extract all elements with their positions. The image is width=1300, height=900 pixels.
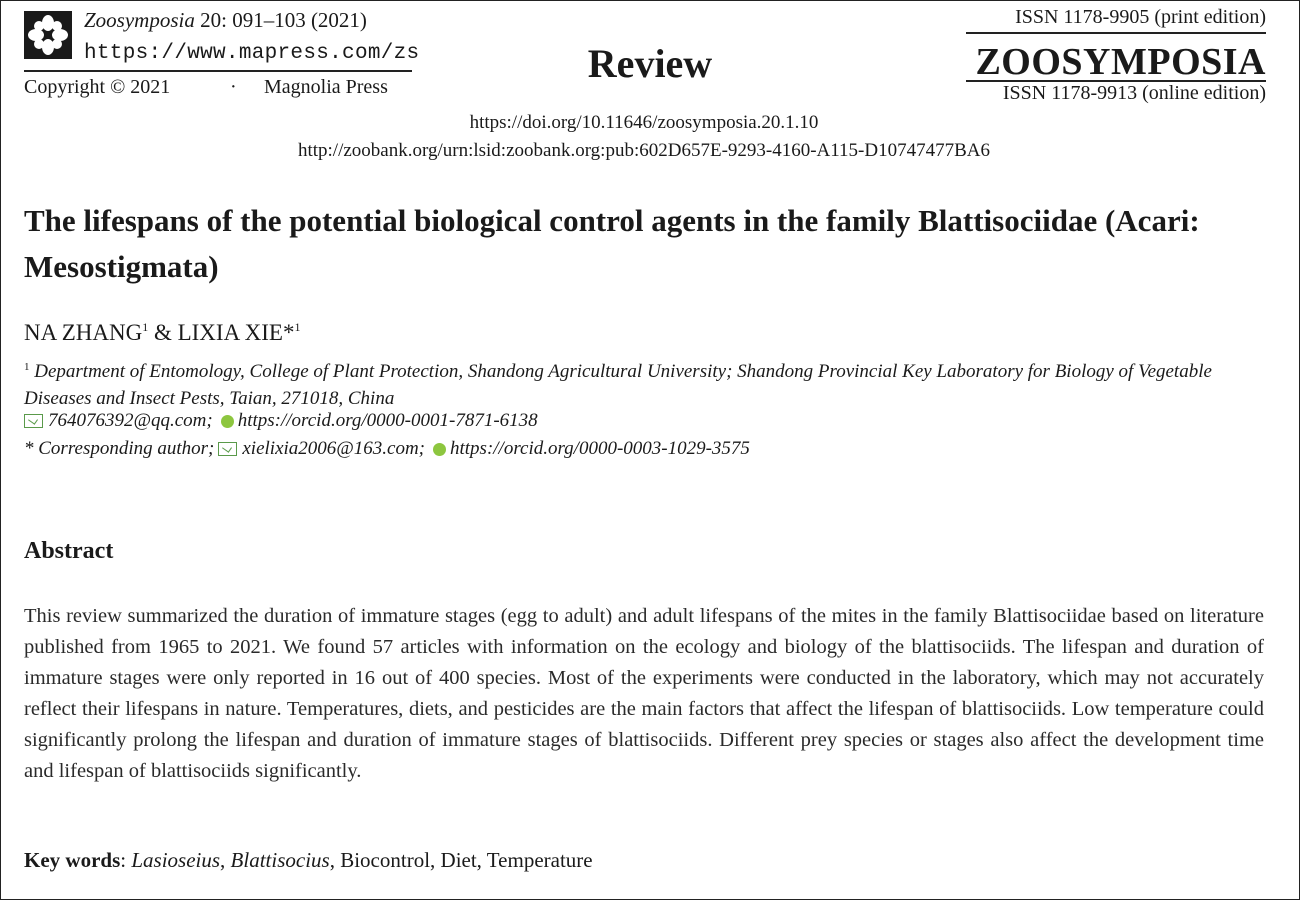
volume-pages: 20: 091–103 (2021) [194, 8, 367, 32]
orcid-icon[interactable] [433, 443, 446, 456]
orcid-icon[interactable] [221, 415, 234, 428]
author-name: NA ZHANG [24, 320, 143, 345]
email-link[interactable]: xielixia2006@163.com; [242, 438, 425, 459]
article-title: The lifespans of the potential biological control agents in the family Blattisociidae (Acari: Mesostigmata) [24, 203, 1200, 284]
abstract-heading: Abstract [24, 538, 114, 564]
copyright-text: Copyright © 2021 [24, 76, 171, 98]
article-type-heading: Review [587, 41, 713, 86]
author-list [24, 320, 300, 346]
email-link[interactable]: 764076392@qq.com; [48, 410, 213, 431]
orcid-link[interactable]: https://orcid.org/0000-0003-1029-3575 [450, 438, 750, 459]
header-divider-right-top [966, 32, 1266, 34]
author-joiner: & [148, 320, 178, 345]
affiliation-marker: 1 [294, 320, 301, 334]
journal-name: Zoosymposia [84, 8, 195, 32]
mail-icon[interactable] [218, 442, 237, 456]
orcid-link[interactable]: https://orcid.org/0000-0001-7871-6138 [237, 410, 538, 431]
keywords-colon: : [120, 848, 132, 872]
doi-link[interactable]: https://doi.org/10.11646/zoosymposia.20.1.10 [469, 112, 819, 133]
separator-dot: · [230, 76, 237, 98]
publisher-name: Magnolia Press [264, 76, 388, 98]
affiliation-number: 1 [24, 361, 30, 373]
corresponding-author-label: * Corresponding author; [24, 438, 215, 459]
keyword: Lasioseius [131, 848, 221, 872]
abstract-body: This review summarized the duration of immature stages (egg to adult) and adult lifespans of the mites in the family Blattisociidae based on literature published from 1965 to 2021. We found 57 articles with information on the ecology and biology of the blattisociids. The lifespan and duration of immature stages were only reported in 16 out of 400 species. Most of the experiments were conducted in the laboratory, which may not accurately reflect their lifespans in nature. Temperatures, diets, and pesticides are the main factors that affect the lifespan of blattisociids. Low temperature could significantly prolong the lifespan and duration of immature stages of blattisociids. Different prey species or stages also affect the development time and lifespan of blattisociids significantly. [24, 605, 1264, 782]
journal-citation [84, 8, 367, 33]
zoobank-link[interactable]: http://zoobank.org/urn:lsid:zoobank.org:pub:602D657E-9293-4160-A115-D10747477BA6 [297, 140, 991, 161]
author-name: LIXIA XIE* [177, 320, 295, 345]
issn-print: ISSN 1178-9905 (print edition) [1015, 6, 1266, 28]
affiliation-text: Department of Entomology, College of Plant Protection, Shandong Agricultural University; Shandong Provincial Key Laboratory for Biology of Vegetable Diseases and Insect Pests, Taian, 271018, China [24, 361, 1212, 409]
issn-online: ISSN 1178-9913 (online edition) [1002, 82, 1266, 104]
journal-brand: ZOOSYMPOSIA [975, 41, 1266, 83]
keywords-label: Key words [24, 848, 121, 872]
keywords [24, 848, 593, 873]
affiliation [24, 354, 1274, 412]
contact-line-author1 [24, 410, 538, 432]
keyword: Blattisocius [230, 848, 330, 872]
keyword-separator: , [220, 848, 231, 872]
contact-line-corresponding [24, 438, 750, 460]
mail-icon[interactable] [24, 414, 43, 428]
journal-url-link[interactable]: https://www.mapress.com/zs [84, 42, 420, 65]
affiliation-marker: 1 [142, 320, 149, 334]
keyword-rest: , Biocontrol, Diet, Temperature [329, 848, 593, 872]
